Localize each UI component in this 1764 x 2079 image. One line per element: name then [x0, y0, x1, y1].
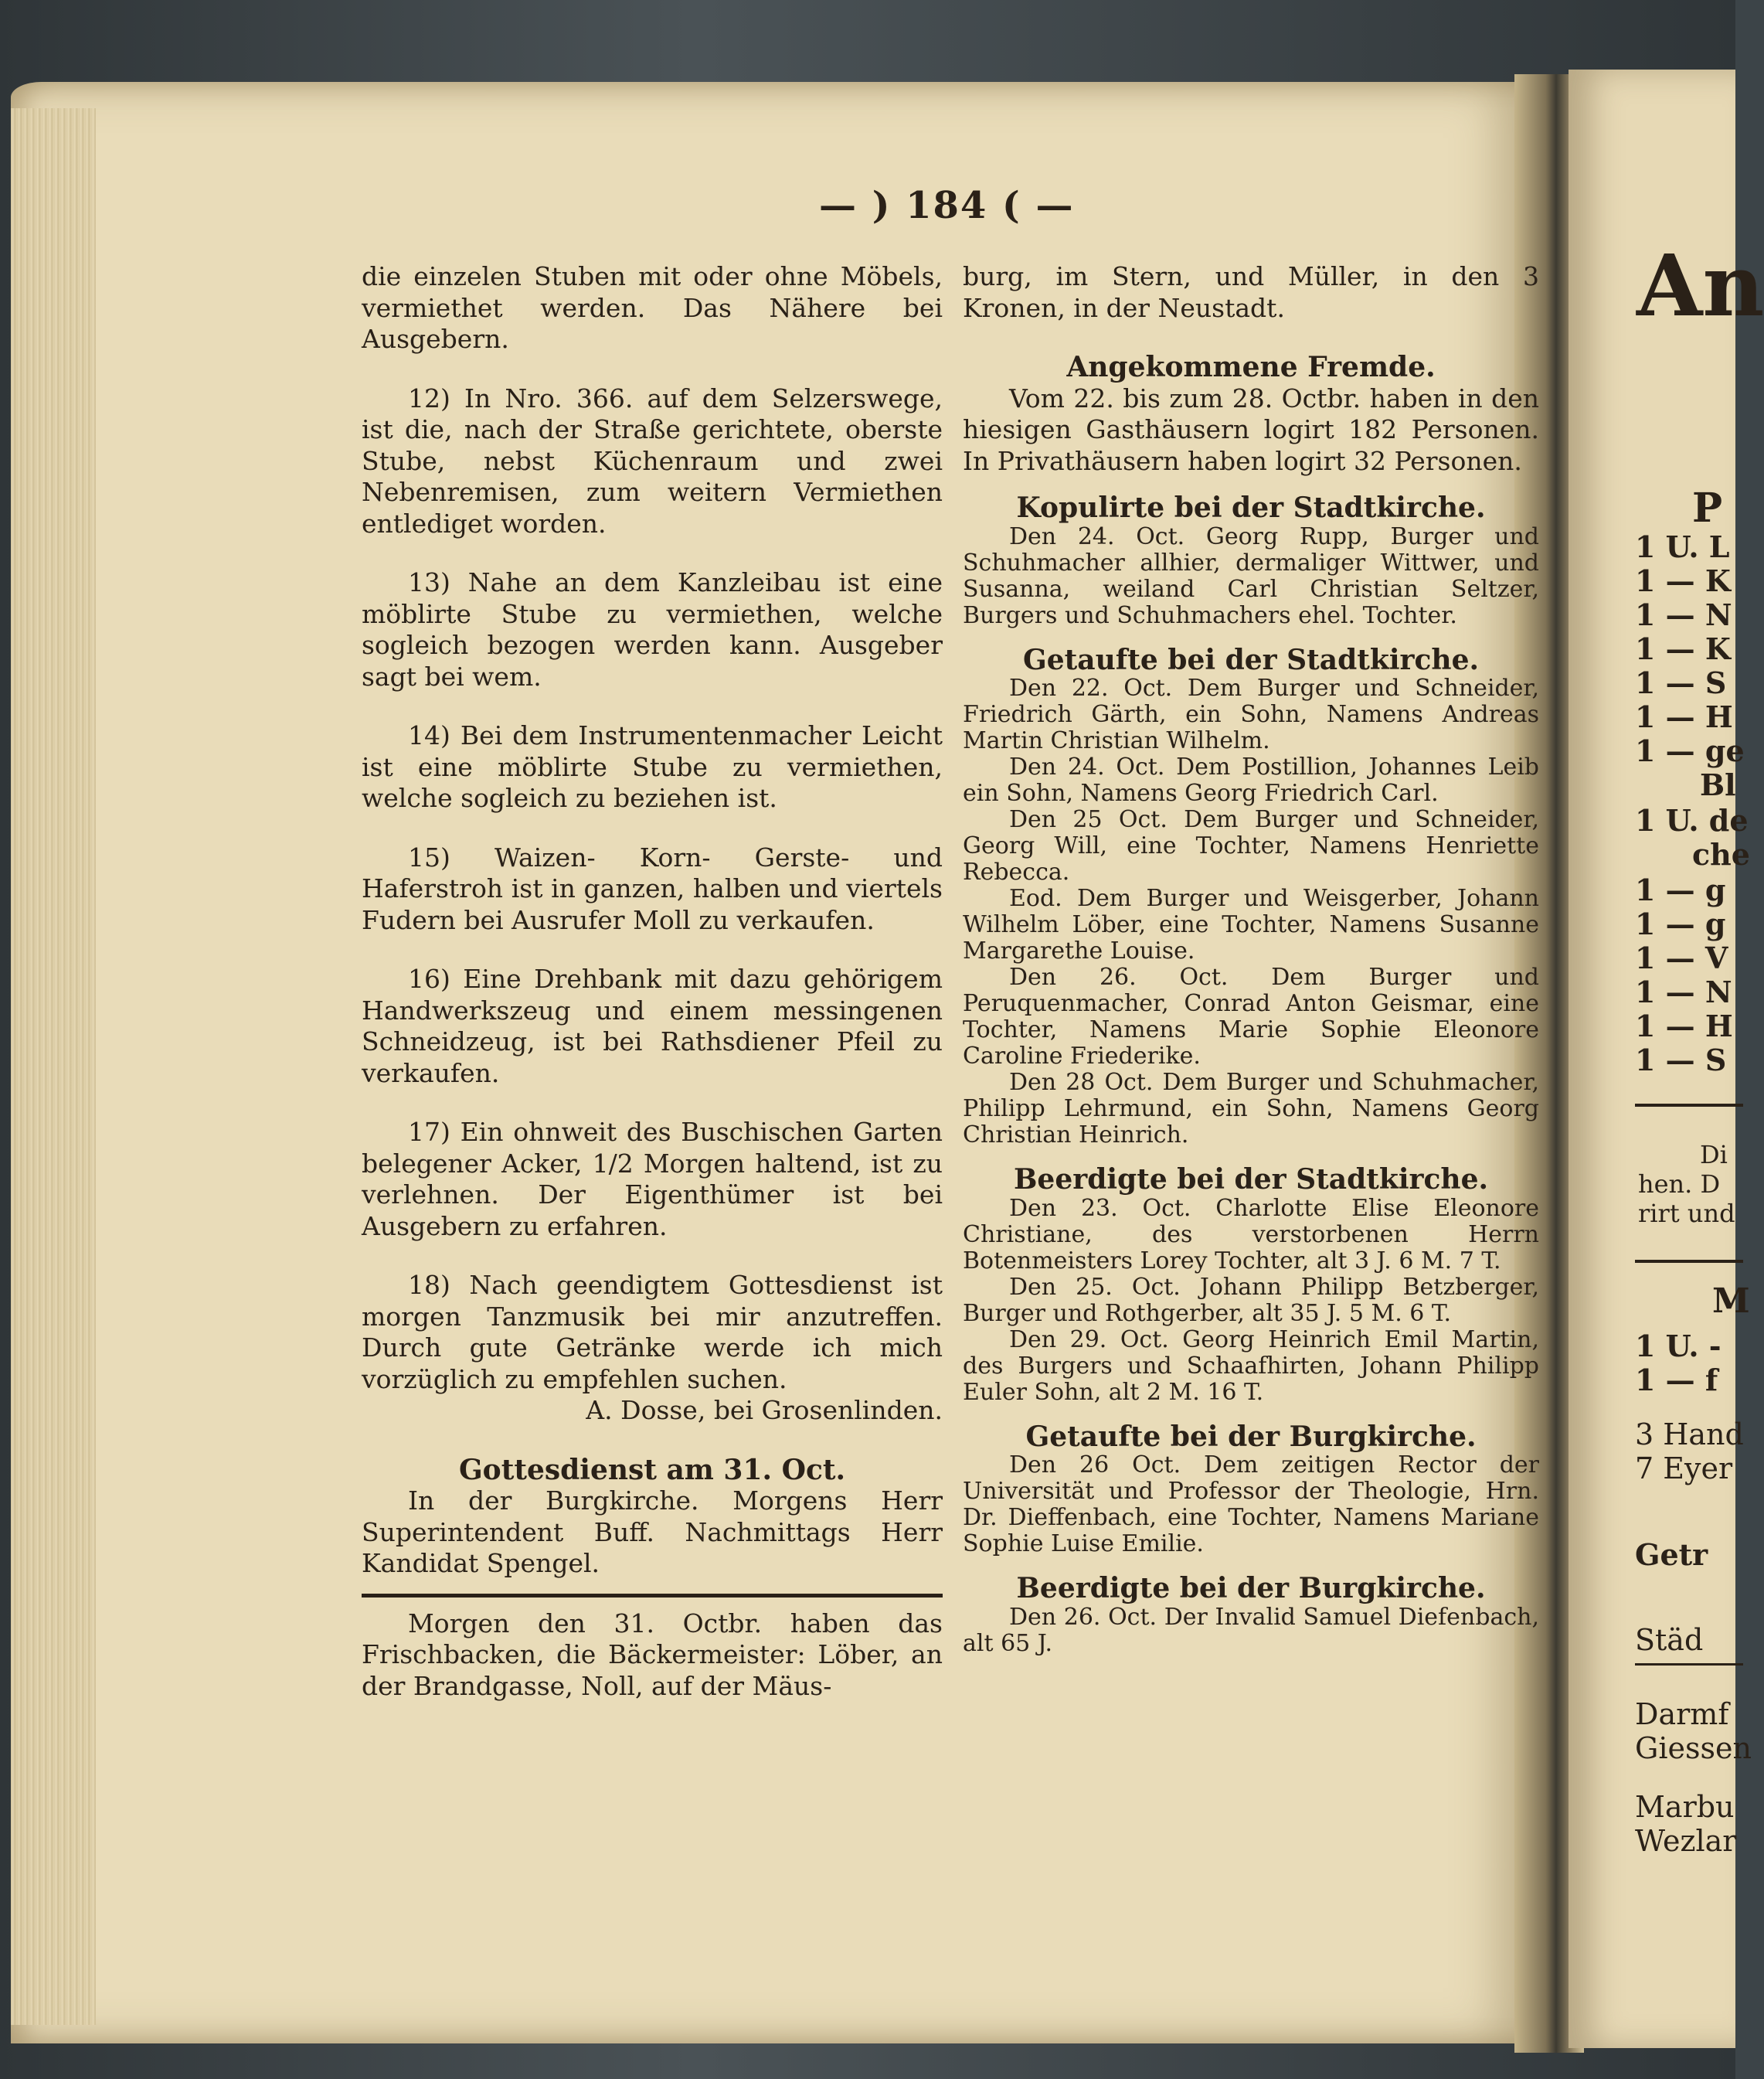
facing-line: 1 — S — [1635, 665, 1727, 700]
facing-title: An — [1637, 236, 1764, 335]
notice-13: 13) Nahe an dem Kanzleibau ist eine möblirte Stube zu vermiethen, welche sogleich bezogen werden kann. Ausgeber sagt bei wem. — [362, 567, 943, 692]
intro-text: die einzelen Stuben mit oder ohne Möbels, vermiethet werden. Das Nähere bei Ausgebern. — [362, 261, 943, 354]
facing-line: Bl — [1700, 767, 1736, 802]
facing-line: 1 U. - — [1635, 1329, 1722, 1363]
married-heading: Kopulirte bei der Stadtkirche. — [1016, 492, 1486, 524]
baptism-entry: Den 22. Oct. Dem Burger und Schneider, Friedrich Gärth, ein Sohn, Namens Andreas Martin Christian Wilhelm. — [963, 675, 1539, 754]
arrivals-text: Vom 22. bis zum 28. Octbr. haben in den hiesigen Gasthäusern logirt 182 Personen. In Privathäusern haben logirt 32 Personen. — [963, 383, 1539, 476]
continuation-text: burg, im Stern, und Müller, in den 3 Kronen, in der Neustadt. — [963, 261, 1539, 323]
facing-line: rirt und — [1638, 1199, 1735, 1228]
notice-18: 18) Nach geendigtem Gottesdienst ist morgen Tanzmusik bei mir anzutreffen. Durch gute Getränke werde ich mich vorzüglich zu empfehlen suchen. — [362, 1270, 943, 1394]
notice-12: 12) In Nro. 366. auf dem Selzerswege, ist die, nach der Straße gerichtete, oberste Stube, nebst Küchenraum und zwei Nebenremisen, zum weitern Vermiethen entlediget worden. — [362, 383, 943, 539]
facing-line: 1 — K — [1635, 563, 1731, 598]
facing-line: 1 U. de — [1635, 803, 1749, 838]
baptized-castle-heading: Getaufte bei der Burgkirche. — [1025, 1420, 1477, 1453]
section-rule — [362, 1594, 943, 1598]
facing-p: P — [1692, 485, 1723, 532]
baptized-city-heading: Getaufte bei der Stadtkirche. — [1022, 643, 1480, 676]
arrivals-heading: Angekommene Fremde. — [1066, 351, 1436, 383]
facing-line: Getr — [1635, 1537, 1708, 1572]
facing-line: Di — [1700, 1140, 1728, 1169]
baptism-entry: Den 24. Oct. Dem Postillion, Johannes Leib ein Sohn, Namens Georg Friedrich Carl. — [963, 754, 1539, 807]
notice-14: 14) Bei dem Instrumentenmacher Leicht ist eine möblirte Stube zu vermiethen, welche sogleich zu beziehen ist. — [362, 720, 943, 813]
facing-line: Darmf — [1635, 1697, 1729, 1731]
notice-16: 16) Eine Drehbank mit dazu gehörigem Handwerkszeug und einem messingenen Schneidzeug, ist bei Rathsdiener Pfeil zu verkaufen. — [362, 964, 943, 1088]
baptism-entry: Den 25 Oct. Dem Burger und Schneider, Georg Will, eine Tochter, Namens Henriette Rebecca. — [963, 806, 1539, 886]
burial-entry: Den 29. Oct. Georg Heinrich Emil Martin, des Burgers und Schaafhirten, Johann Philipp Euler Sohn, alt 2 M. 16 T. — [963, 1325, 1539, 1406]
facing-line: 1 — g — [1635, 907, 1726, 941]
left-column — [362, 261, 943, 1702]
burial-entry: Den 23. Oct. Charlotte Elise Eleonore Christiane, des verstorbenen Herrn Botenmeisters Lorey Tochter, alt 3 J. 6 M. 7 T. — [963, 1194, 1539, 1274]
facing-line: che — [1692, 837, 1750, 872]
facing-line: 1 — V — [1635, 941, 1728, 975]
facing-line: 1 — N — [1635, 597, 1732, 632]
page-number: — ) 184 ( — — [819, 184, 1075, 227]
notice-18-signature: A. Dosse, bei Grosenlinden. — [586, 1395, 943, 1425]
facing-rule — [1635, 1104, 1743, 1107]
service-text: In der Burgkirche. Morgens Herr Superintendent Buff. Nachmittags Herr Kandidat Spengel. — [362, 1485, 943, 1578]
facing-line: 1 — N — [1635, 975, 1732, 1009]
buried-city-heading: Beerdigte bei der Stadtkirche. — [1013, 1163, 1489, 1196]
facing-line: Wezlar — [1635, 1824, 1737, 1858]
facing-line: Giessen — [1635, 1731, 1752, 1765]
facing-line: hen. D — [1638, 1169, 1721, 1199]
bakers-text: Morgen den 31. Octbr. haben das Frischbacken, die Bäckermeister: Löber, an der Brandgasse, Noll, auf der Mäus- — [362, 1608, 943, 1701]
facing-line: 1 — ge — [1635, 733, 1745, 768]
facing-rule — [1635, 1663, 1743, 1666]
facing-line: M — [1712, 1281, 1750, 1321]
baptism-castle-entry: Den 26 Oct. Dem zeitigen Rector der Universität und Professor der Theologie, Hrn. Dr. Dieffenbach, eine Tochter, Namens Mariane Sophie Luise Emilie. — [963, 1451, 1539, 1557]
facing-line: 1 U. L — [1635, 529, 1730, 564]
facing-page — [1569, 70, 1764, 2048]
facing-line: 1 — H — [1635, 1009, 1733, 1043]
baptism-entry: Den 28 Oct. Dem Burger und Schuhmacher, Philipp Lehrmund, ein Sohn, Namens Georg Christian Heinrich. — [963, 1069, 1539, 1148]
burial-castle-entry: Den 26. Oct. Der Invalid Samuel Diefenbach, alt 65 J. — [963, 1603, 1539, 1657]
notice-17: 17) Ein ohnweit des Buschischen Garten belegener Acker, 1/2 Morgen haltend, ist zu verlehnen. Der Eigenthümer ist bei Ausgebern zu erfahren. — [362, 1117, 943, 1241]
baptism-entry: Eod. Dem Burger und Weisgerber, Johann Wilhelm Löber, eine Tochter, Namens Susanne Margarethe Louise. — [963, 885, 1539, 965]
facing-line: Marbu — [1635, 1790, 1735, 1824]
right-column — [963, 261, 1539, 1657]
married-text: Den 24. Oct. Georg Rupp, Burger und Schuhmacher allhier, dermaliger Wittwer, und Susanna, weiland Carl Christian Seltzer, Burgers und Schuhmachers ehel. Tochter. — [963, 522, 1539, 629]
facing-line: 1 — K — [1635, 631, 1731, 666]
facing-line: 1 — g — [1635, 873, 1726, 907]
facing-line: 3 Hand — [1635, 1417, 1744, 1451]
page-edges — [11, 108, 96, 2025]
burial-entry: Den 25. Oct. Johann Philipp Betzberger, Burger und Rothgerber, alt 35 J. 5 M. 6 T. — [963, 1273, 1539, 1327]
service-heading: Gottesdienst am 31. Oct. — [458, 1453, 846, 1486]
facing-line: 1 — f — [1635, 1363, 1718, 1397]
facing-line: 1 — S — [1635, 1043, 1727, 1077]
notice-15: 15) Waizen- Korn- Gerste- und Haferstroh ist in ganzen, halben und viertels Fudern bei Ausrufer Moll zu verkaufen. — [362, 842, 943, 935]
facing-rule — [1635, 1260, 1743, 1263]
facing-line: Städ — [1635, 1623, 1704, 1657]
buried-castle-heading: Beerdigte bei der Burgkirche. — [1016, 1572, 1486, 1604]
facing-line: 7 Eyer — [1635, 1451, 1733, 1485]
facing-line: 1 — H — [1635, 699, 1733, 734]
baptism-entry: Den 26. Oct. Dem Burger und Peruquenmacher, Conrad Anton Geismar, eine Tochter, Namens Marie Sophie Eleonore Caroline Friederike. — [963, 964, 1539, 1070]
